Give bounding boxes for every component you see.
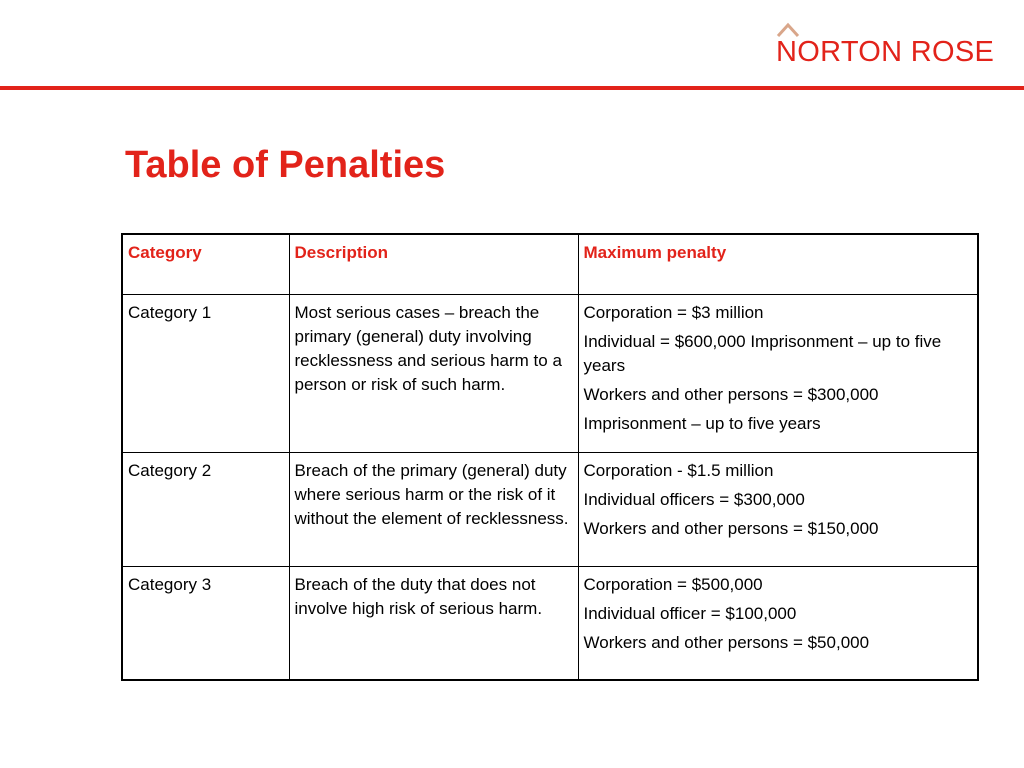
penalty-cell	[578, 295, 978, 453]
penalties-table	[121, 233, 979, 681]
penalty-line: Individual officer = $100,000	[583, 604, 797, 623]
penalty-line: Corporation = $3 million	[583, 303, 764, 322]
page-title: Table of Penalties	[125, 144, 446, 186]
penalty-line: Individual = $600,000 Imprisonment – up to five years	[583, 332, 942, 375]
penalty-cell	[578, 567, 978, 681]
penalty-cell	[578, 453, 978, 567]
penalty-line: Workers and other persons = $300,000	[583, 385, 879, 404]
header-description: Description	[289, 234, 578, 295]
logo-text: NORTON ROSE	[776, 36, 995, 68]
penalty-line: Corporation = $500,000	[583, 575, 763, 594]
penalty-line: Workers and other persons = $150,000	[583, 519, 879, 538]
norton-rose-logo	[776, 22, 1000, 70]
penalty-line: Workers and other persons = $50,000	[583, 633, 870, 652]
penalty-line: Imprisonment – up to five years	[583, 414, 821, 433]
category-cell: Category 3	[122, 567, 289, 681]
table-row	[122, 295, 978, 453]
penalty-line: Individual officers = $300,000	[583, 490, 805, 509]
header-maximum-penalty: Maximum penalty	[578, 234, 978, 295]
header-category: Category	[122, 234, 289, 295]
penalty-line: Corporation - $1.5 million	[583, 461, 774, 480]
table-row	[122, 567, 978, 681]
table-header-row	[122, 234, 978, 295]
table-row	[122, 453, 978, 567]
description-cell: Breach of the primary (general) duty where serious harm or the risk of it without the element of recklessness.	[289, 453, 578, 567]
category-cell: Category 1	[122, 295, 289, 453]
category-cell: Category 2	[122, 453, 289, 567]
description-cell: Most serious cases – breach the primary (general) duty involving recklessness and serious harm to a person or risk of such harm.	[289, 295, 578, 453]
header-divider	[0, 86, 1024, 90]
description-cell: Breach of the duty that does not involve high risk of serious harm.	[289, 567, 578, 681]
